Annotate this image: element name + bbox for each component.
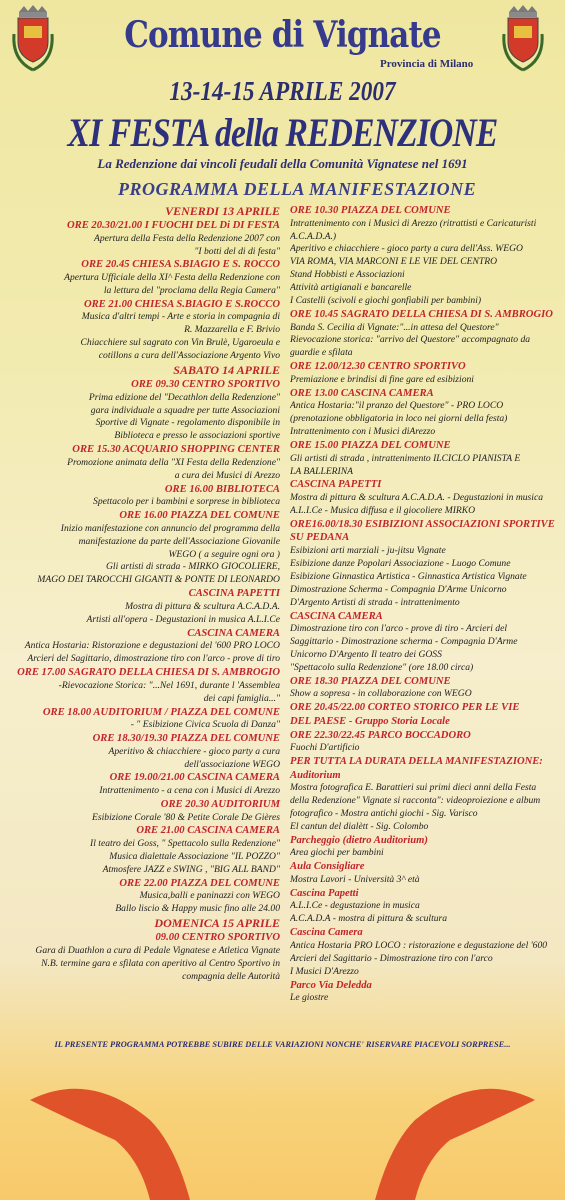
day-heading: SABATO 14 APRILE — [173, 363, 280, 378]
page-title: Comune di Vignate — [124, 14, 441, 56]
event-description: Attività artigianali e bancarelle — [290, 282, 412, 294]
event-heading: SU PEDANA — [290, 532, 350, 544]
event-description: Saggittario - Dimostrazione scherma - Compagnia D'Arme — [290, 636, 518, 648]
event-description: gara individuale a squadre per tutte Associazioni — [90, 404, 280, 416]
event-heading: ORE 13.00 CASCINA CAMERA — [290, 387, 434, 399]
event-heading: ORE 17.00 SAGRATO DELLA CHIESA DI S. AMBROGIO — [17, 667, 280, 679]
event-heading: ORE 15.00 PIAZZA DEL COMUNE — [290, 440, 451, 452]
event-heading: ORE 21.00 CHIESA S.BIAGIO E S.ROCCO — [83, 298, 280, 310]
event-description: della Redenzione" Vignate si racconta": videoproiezione e album — [290, 795, 541, 807]
event-heading: ORE 20.30 AUDITORIUM — [160, 798, 280, 810]
event-description: Show a sopresa - in collaborazione con WEGO — [290, 688, 472, 700]
event-description: Apertura della Festa della Redenzione 2007 con — [94, 232, 280, 244]
province-label: Provincia di Milano — [380, 58, 474, 70]
event-description: N.B. termine gara e sfilata con aperitivo al Centro Sportivo in — [41, 957, 280, 969]
event-description: D'Argento Artisti di strada - intrattenimento — [290, 596, 460, 608]
event-description: Apertura Ufficiale della XI^ Festa della Redenzione con — [64, 272, 280, 283]
event-description: Gli artisti di strada , intrattenimento ILCICLO PIANISTA E — [290, 452, 521, 464]
event-description: Antica Hostaria PRO LOCO : ristorazione e degustazione del '600 — [290, 939, 548, 951]
event-description: A.C.A.D.A.) — [290, 230, 337, 242]
event-heading: ORE 18.30/19.30 PIAZZA DEL COMUNE — [92, 733, 280, 744]
event-description: (prenotazione obbligatoria in loco nei giorni della festa) — [290, 413, 508, 425]
event-description: A.C.A.D.A - mostra di pittura & scultura — [290, 913, 448, 925]
event-heading: ORE 20.45/22.00 CORTEO STORICO PER LE VIE — [290, 702, 520, 714]
program-right-column — [290, 204, 558, 1005]
event-description: Musica d'altri tempi - Arte e storia in compagnia di — [81, 311, 280, 323]
event-description: Antica Hostaria:"il pranzo del Questore" - PRO LOCO — [290, 400, 504, 412]
event-description: A.L.I.Ce - degustazione in musica — [290, 900, 420, 912]
event-heading: ORE 10.30 PIAZZA DEL COMUNE — [290, 205, 451, 216]
event-description: Mostra Lavori - Università 3^ età — [290, 873, 420, 885]
subtitle: La Redenzione dai vincoli feudali della Comunità Vignatese nel 1691 — [97, 156, 468, 171]
event-description: Esibizione Ginnastica Artistica - Ginnastica Artistica Vignate — [290, 570, 527, 582]
event-description: Il teatro dei Goss, " Spettacolo sulla Redenzione" — [90, 838, 280, 849]
event-description: fotografico - Mostra antichi giochi - Sig. Varisco — [290, 808, 478, 819]
event-description: Mostra di pittura & scultura A.C.A.D.A. — [125, 600, 280, 612]
event-heading: DEL PAESE - Gruppo Storia Locale — [290, 715, 450, 727]
event-description: Intrattenimento - a cena con i Musici di Arezzo — [99, 785, 280, 796]
event-description: Esibizioni arti marziali - ju-jitsu Vignate — [290, 545, 446, 557]
event-heading: ORE 19.00/21.00 CASCINA CAMERA — [109, 772, 280, 784]
event-description: Esibizione Corale '80 & Petite Corale De Gières — [92, 811, 280, 823]
event-heading: Auditorium — [290, 769, 341, 781]
event-description: Arcieri del Sagittario, dimostrazione tiro con l'arco - prove di tiro — [27, 653, 280, 665]
event-description: Arcieri del Sagittario - Dimostrazione tiro con l'arco — [290, 952, 493, 964]
event-description: MAGO DEI TAROCCHI GIGANTI & PONTE DI LEONARDO — [37, 574, 280, 586]
event-description: WEGO ( a seguire ogni ora ) — [168, 548, 280, 560]
programma-heading: PROGRAMMA DELLA MANIFESTAZIONE — [118, 179, 477, 199]
event-description: "Spettacolo sulla Redenzione" (ore 18.00 circa) — [290, 661, 474, 673]
event-description: Area giochi per bambini — [290, 847, 384, 859]
event-description: guardie e sfilata — [290, 347, 353, 359]
footer-note: IL PRESENTE PROGRAMMA POTREBBE SUBIRE DELLE VARIAZIONI NONCHE' RISERVARE PIACEVOLI SORPRESE... — [54, 1040, 511, 1049]
event-description: Antica Hostaria: Ristorazione e degustazioni del '600 PRO LOCO — [24, 640, 280, 652]
event-heading: ORE 18.00 AUDITORIUM / PIAZZA DEL COMUNE — [42, 706, 280, 718]
event-description: Aperitivo e chiacchiere - gioco party a cura dell'Ass. WEGO — [290, 243, 523, 255]
event-description: Unicorno D'Argento Il teatro dei GOSS — [290, 649, 442, 660]
event-description: Sportive di Vignate - regolamento disponibile in — [95, 417, 280, 429]
event-description: cotillons a cura dell'Associazione Argento Vivo — [98, 350, 280, 362]
event-heading: Parco Via Deledda — [290, 979, 372, 991]
event-heading: ORE 20.45 CHIESA S.BIAGIO E S. ROCCO — [81, 259, 280, 271]
event-description: Prima edizione del "Decathlon della Redenzione" — [88, 391, 280, 403]
event-heading: ORE 12.00/12.30 CENTRO SPORTIVO — [290, 361, 466, 373]
event-description: Stand Hobbisti e Associazioni — [290, 269, 405, 281]
event-description: LA BALLERINA — [290, 465, 353, 477]
event-description: Inizio manifestazione con annuncio del programma della — [60, 522, 280, 534]
event-description: I Musici D'Arezzo — [290, 965, 359, 977]
event-description: Gara di Duathlon a cura di Pedale Vignatese e Atletica Vignate — [35, 944, 280, 956]
event-heading: CASCINA CAMERA — [290, 610, 383, 622]
event-description: Premiazione e brindisi di fine gare ed esibizioni — [290, 373, 474, 385]
event-description: Promozione animata della "XI Festa della Redenzione" — [67, 456, 280, 468]
event-description: Biblioteca e presso le associazioni sportive — [114, 430, 280, 442]
event-description: Fuochi D'artificio — [290, 742, 360, 754]
event-description: Dimostrazione tiro con l'arco - prove di tiro - Arcieri del — [290, 623, 507, 635]
event-description: Musica dialettale Associazione "IL POZZO" — [109, 850, 280, 862]
event-description: El cantun del dialètt - Sig. Colombo — [290, 820, 429, 832]
event-description: - " Esibizione Civica Scuola di Danza" — [130, 719, 280, 731]
event-description: "I botti del di di festa" — [194, 245, 280, 257]
event-description: Mostra fotografica E. Barattieri sui primi dieci anni della Festa — [290, 782, 537, 794]
event-description: Le giostre — [290, 992, 329, 1004]
event-heading: PER TUTTA LA DURATA DELLA MANIFESTAZIONE: — [290, 756, 543, 767]
event-heading: Cascina Papetti — [290, 887, 359, 899]
event-description: compagnia delle Autorità — [182, 970, 280, 982]
event-heading: 09.00 CENTRO SPORTIVO — [155, 932, 280, 944]
event-heading: CASCINA CAMERA — [187, 627, 280, 639]
event-heading: ORE 16.00 PIAZZA DEL COMUNE — [119, 510, 280, 522]
event-description: Ballo liscio & Happy music fino alle 24.00 — [115, 903, 280, 915]
event-heading: ORE16.00/18.30 ESIBIZIONI ASSOCIAZIONI SPORTIVE — [290, 518, 555, 530]
day-heading: DOMENICA 15 APRILE — [154, 916, 280, 931]
event-description: Dimostrazione Scherma - Compagnia D'Arme Unicorno — [290, 583, 507, 595]
event-heading: CASCINA PAPETTI — [188, 588, 280, 600]
event-description: Banda S. Cecilia di Vignate:"...in attesa del Questore" — [290, 321, 499, 333]
event-description: dei capi famiglia..." — [203, 692, 280, 704]
event-description: Chiacchiere sul sagrato con Vin Brulè, Ugaroeula e — [80, 337, 280, 349]
event-heading: ORE 15.30 ACQUARIO SHOPPING CENTER — [72, 444, 280, 456]
event-description: Musica,balli e paninazzi con WEGO — [139, 890, 280, 902]
event-heading: ORE 20.30/21.00 I FUOCHI DEL Di DI FESTA — [67, 220, 280, 231]
event-heading: CASCINA PAPETTI — [290, 479, 382, 491]
event-heading: ORE 21.00 CASCINA CAMERA — [136, 825, 280, 837]
event-heading: ORE 18.30 PIAZZA DEL COMUNE — [290, 675, 451, 687]
event-heading: ORE 22.00 PIAZZA DEL COMUNE — [119, 877, 280, 889]
event-heading: ORE 22.30/22.45 PARCO BOCCADORO — [290, 729, 471, 741]
program-left-column — [12, 204, 280, 983]
event-description: Intrattenimento con i Musici di Arezzo (ritrattisti e Caricaturisti — [290, 217, 537, 229]
event-description: Aperitivo & chiacchiere - gioco party a cura — [108, 745, 280, 757]
event-description: la lettura del "proclama della Regia Camera" — [103, 284, 280, 296]
event-description: a cura dei Musici di Arezzo — [174, 469, 280, 481]
event-heading: Parcheggio (dietro Auditorium) — [290, 834, 428, 846]
event-heading: ORE 10.45 SAGRATO DELLA CHIESA DI S. AMBROGIO — [290, 308, 553, 320]
event-description: Esibizione danze Popolari Associazione - Luogo Comune — [290, 557, 511, 569]
event-description: Atmosfere JAZZ e SWING , "BIG ALL BAND" — [102, 863, 280, 875]
event-description: -Rievocazione Storica: "...Nel 1691, durante l 'Assemblea — [58, 679, 280, 691]
event-dates: 13-14-15 APRILE 2007 — [169, 76, 396, 106]
event-description: VIA ROMA, VIA MARCONI E LE VIE DEL CENTRO — [290, 256, 498, 268]
event-description: Spettacolo per i bambini e sorprese in biblioteca — [93, 496, 280, 508]
event-description: manifestazione da parte dell'Associazione Giovanile — [78, 535, 280, 547]
event-heading: Aula Consigliare — [290, 861, 365, 873]
event-description: Rievocazione storica: "arrivo del Questore" accompagnato da — [290, 334, 531, 346]
event-description: Intrattenimento con i Musici diArezzo — [290, 426, 436, 438]
event-description: Gli artisti di strada - MIRKO GIOCOLIERE, — [105, 561, 280, 573]
event-description: I Castelli (scivoli e giochi gonfiabili per bambini) — [290, 295, 482, 307]
event-description: Artisti all'opera - Degustazioni in musica A.L.I.Ce — [86, 613, 280, 625]
event-description: A.L.I.Ce - Musica diffusa e il giocoliere MIRKO — [290, 504, 476, 516]
event-heading: Cascina Camera — [290, 927, 363, 939]
festa-title: XI FESTA della REDENZIONE — [67, 110, 498, 155]
event-heading: ORE 16.00 BIBLIOTECA — [164, 483, 280, 495]
event-description: dell'associazione WEGO — [184, 758, 280, 770]
event-description: R. Mazzarella e F. Brivio — [184, 324, 280, 336]
day-heading: VENERDI 13 APRILE — [165, 204, 280, 218]
event-description: Mostra di pittura & scultura A.C.A.D.A. - Degustazioni in musica — [290, 492, 543, 504]
decorative-hands-art — [0, 1060, 565, 1200]
event-heading: ORE 09.30 CENTRO SPORTIVO — [131, 379, 280, 391]
